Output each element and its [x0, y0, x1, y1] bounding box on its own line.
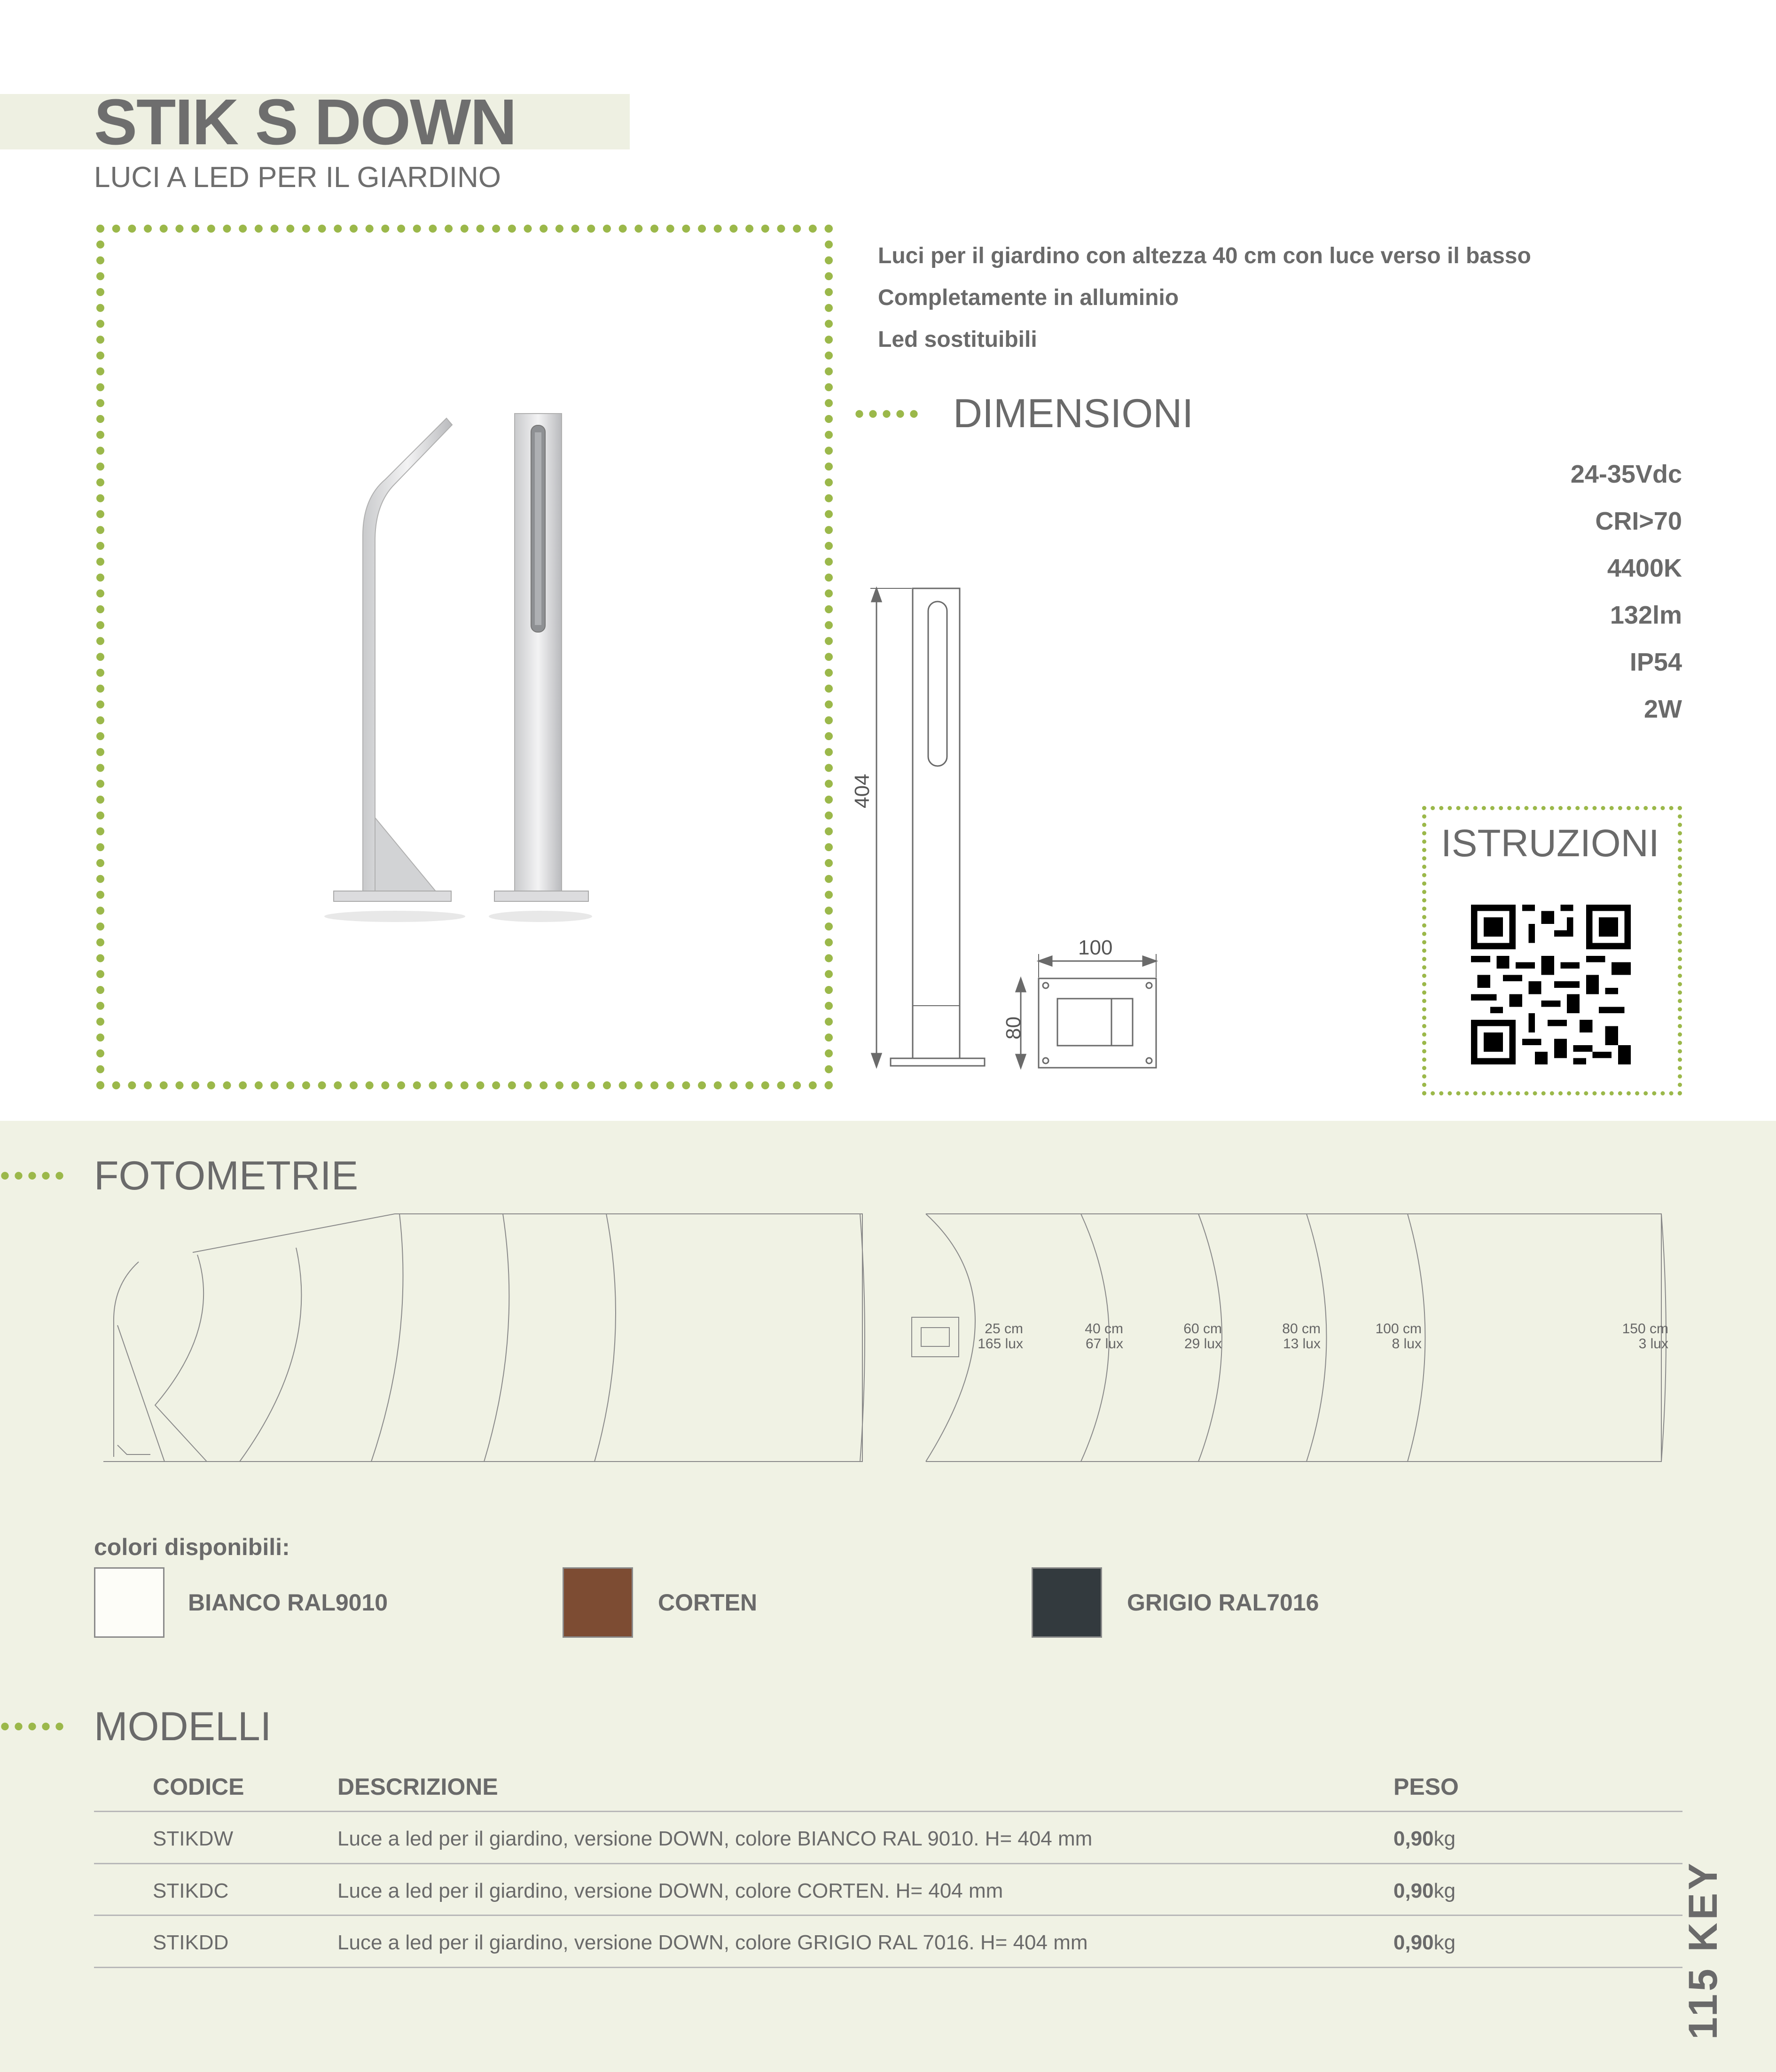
page-number: 115 KEY	[1681, 1860, 1726, 2040]
spec-item: CRI>70	[1595, 507, 1682, 535]
section-dots: •••••	[854, 398, 923, 430]
spec-item: 4400K	[1607, 554, 1682, 582]
reading-distance: 60 cm	[1183, 1321, 1222, 1337]
reading-distance: 100 cm	[1375, 1321, 1422, 1337]
color-swatch-white[interactable]	[94, 1567, 164, 1638]
spec-item: 2W	[1644, 695, 1682, 723]
colors-label: colori disponibili:	[94, 1534, 290, 1560]
reading-lux: 13 lux	[1283, 1336, 1321, 1352]
reading-distance: 25 cm	[985, 1321, 1023, 1337]
table-cell-weight: 0,90kg	[1393, 1931, 1456, 1954]
photometry-reading	[1055, 1321, 1123, 1352]
color-name: CORTEN	[658, 1589, 758, 1616]
photometry-side-diagram	[99, 1210, 869, 1469]
color-swatch-corten[interactable]	[563, 1567, 633, 1638]
spec-item: 132lm	[1610, 601, 1682, 629]
table-cell-weight: 0,90kg	[1393, 1827, 1456, 1850]
spec-item: 24-35Vdc	[1570, 460, 1682, 488]
product-photo	[320, 404, 620, 930]
feature-item: Led sostituibili	[878, 327, 1037, 352]
color-swatch-grey[interactable]	[1032, 1567, 1102, 1638]
section-dots: •••••	[0, 1160, 69, 1191]
reading-lux: 3 lux	[1638, 1336, 1668, 1352]
feature-item: Luci per il giardino con altezza 40 cm con luce verso il basso	[878, 243, 1531, 268]
instructions-title: ISTRUZIONI	[1441, 822, 1659, 865]
photometry-title: FOTOMETRIE	[94, 1153, 359, 1198]
photometry-reading	[1252, 1321, 1321, 1352]
dimensions-title: DIMENSIONI	[953, 391, 1194, 436]
width-dimension-label: 100	[1078, 936, 1113, 959]
photometry-reading	[1154, 1321, 1222, 1352]
dimension-drawing	[846, 578, 1175, 1081]
photometry-reading	[956, 1321, 1023, 1352]
table-divider	[94, 1863, 1682, 1864]
section-dots: •••••	[0, 1711, 69, 1742]
reading-lux: 67 lux	[1085, 1336, 1123, 1352]
spec-item: IP54	[1629, 648, 1682, 676]
models-title: MODELLI	[94, 1704, 272, 1749]
table-divider	[94, 1915, 1682, 1916]
table-cell-code: STIKDD	[153, 1931, 229, 1954]
table-cell-description: Luce a led per il giardino, versione DOWN, colore GRIGIO RAL 7016. H= 404 mm	[337, 1931, 1088, 1954]
feature-item: Completamente in alluminio	[878, 285, 1179, 310]
table-header-code: CODICE	[153, 1774, 244, 1800]
table-cell-code: STIKDW	[153, 1827, 234, 1850]
reading-lux: 165 lux	[978, 1336, 1023, 1352]
table-header-weight: PESO	[1393, 1774, 1459, 1800]
table-header-description: DESCRIZIONE	[337, 1774, 498, 1800]
height-dimension-label: 404	[851, 774, 874, 808]
reading-distance: 40 cm	[1085, 1321, 1123, 1337]
page-title: STIK S DOWN	[94, 86, 516, 158]
color-name: BIANCO RAL9010	[188, 1589, 388, 1616]
table-cell-description: Luce a led per il giardino, versione DOWN, colore BIANCO RAL 9010. H= 404 mm	[337, 1827, 1093, 1850]
reading-distance: 80 cm	[1282, 1321, 1321, 1337]
page-subtitle: LUCI A LED PER IL GIARDINO	[94, 161, 501, 194]
qr-code-icon[interactable]	[1471, 905, 1631, 1064]
depth-dimension-label: 80	[1002, 1016, 1025, 1040]
table-cell-code: STIKDC	[153, 1879, 229, 1902]
table-cell-weight: 0,90kg	[1393, 1879, 1456, 1902]
photometry-reading	[1346, 1321, 1422, 1352]
table-cell-description: Luce a led per il giardino, versione DOWN, colore CORTEN. H= 404 mm	[337, 1879, 1003, 1902]
table-divider	[94, 1967, 1682, 1968]
reading-lux: 29 lux	[1184, 1336, 1222, 1352]
table-divider	[94, 1811, 1682, 1812]
photometry-reading	[1593, 1321, 1668, 1352]
reading-distance: 150 cm	[1622, 1321, 1668, 1337]
reading-lux: 8 lux	[1392, 1336, 1422, 1352]
color-name: GRIGIO RAL7016	[1127, 1589, 1319, 1616]
